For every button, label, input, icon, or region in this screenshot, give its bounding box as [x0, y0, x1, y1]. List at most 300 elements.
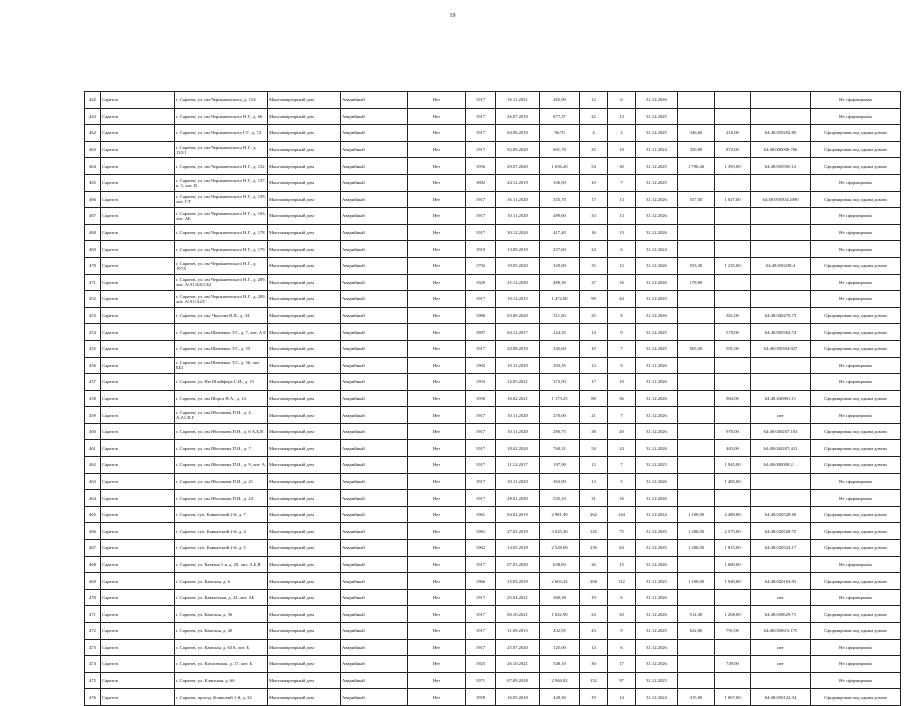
housing-register-table [84, 91, 901, 706]
residents-cell: 54 [580, 440, 608, 457]
planned-date-cell: 31.12.2026 [636, 208, 678, 225]
planned-date-cell: 31.12.2026 [636, 440, 678, 457]
condition-cell: Аварийный [341, 490, 408, 507]
apartments-cell: 17 [608, 656, 636, 673]
apartments-cell: 9 [608, 324, 636, 341]
apartments-cell: 7 [608, 407, 636, 424]
emergency-date-cell: 11.09.2015 [496, 623, 540, 640]
emergency-date-cell: 16.11.2021 [496, 92, 540, 109]
land-area-cell [715, 407, 751, 424]
program-inclusion-cell: Нет [408, 92, 466, 109]
emergency-date-cell: 07.03.2020 [496, 556, 540, 573]
apartments-cell: 8 [608, 307, 636, 324]
municipality-cell: Саратов [101, 208, 175, 225]
planned-date-cell: 31.12.2026 [636, 357, 678, 374]
land-area-cell [715, 291, 751, 308]
row-number-cell: 461 [85, 440, 101, 457]
planned-date-cell: 31.12.2026 [636, 374, 678, 391]
land-area-cell: 361,00 [715, 307, 751, 324]
apartments-cell: 2 [608, 125, 636, 142]
apartments-cell: 97 [608, 672, 636, 689]
municipality-cell: Саратов [101, 241, 175, 258]
program-inclusion-cell: Нет [408, 274, 466, 291]
build-year-cell: 1953 [466, 374, 496, 391]
municipality-cell: Саратов [101, 291, 175, 308]
land-plot-status-cell: Сформирован под одним домом [811, 540, 901, 557]
apartments-cell: 9 [608, 623, 636, 640]
area-value-cell [678, 407, 715, 424]
planned-date-cell: 31.12.2026 [636, 191, 678, 208]
row-number-cell: 462 [85, 457, 101, 474]
apartments-cell: 6 [608, 639, 636, 656]
area-cell: 3 025,30 [540, 523, 580, 540]
cadastral-number-cell: 64:48:000000:766 [751, 141, 811, 158]
row-number-cell: 476 [85, 689, 101, 706]
land-area-cell: 1 815,00 [715, 540, 751, 557]
planned-date-cell: 31.12.2026 [636, 656, 678, 673]
build-year-cell: 1917 [466, 92, 496, 109]
planned-date-cell: 31.12.2025 [636, 573, 678, 590]
row-number-cell: 468 [85, 224, 101, 241]
build-year-cell: 1917 [466, 291, 496, 308]
residents-cell: 88 [580, 390, 608, 407]
land-area-cell: 872,00 [715, 141, 751, 158]
municipality-cell: Саратов [101, 307, 175, 324]
emergency-date-cell: 25.04.2021 [496, 589, 540, 606]
building-type-cell: Многоквартирный дом [268, 573, 341, 590]
planned-date-cell: 31.12.2025 [636, 523, 678, 540]
area-value-cell [678, 457, 715, 474]
apartments-cell: 16 [608, 490, 636, 507]
program-inclusion-cell: Нет [408, 241, 466, 258]
municipality-cell: Саратов [101, 639, 175, 656]
municipality-cell: Саратов [101, 92, 175, 109]
program-inclusion-cell: Нет [408, 540, 466, 557]
apartments-cell: 75 [608, 523, 636, 540]
address-cell: г. Саратов, ул. им Шевченко Т.Г., д. 55 [175, 340, 268, 357]
row-number-cell: 475 [85, 672, 101, 689]
emergency-date-cell: 24.12.2019 [496, 174, 540, 191]
municipality-cell: Саратов [101, 689, 175, 706]
area-cell: 638,83 [540, 556, 580, 573]
municipality-cell: Саратов [101, 457, 175, 474]
land-area-cell [715, 108, 751, 125]
municipality-cell: Саратов [101, 224, 175, 241]
land-plot-status-cell: Не сформирован [811, 92, 901, 109]
planned-date-cell: 31.12.2025 [636, 623, 678, 640]
emergency-date-cell: 29.07.2020 [496, 158, 540, 175]
building-type-cell: Многоквартирный дом [268, 125, 341, 142]
building-type-cell: Многоквартирный дом [268, 490, 341, 507]
cadastral-number-cell: 64:48:040470:73 [751, 307, 811, 324]
address-cell: г. Саратов, ул. Камская, д. 40 [175, 623, 268, 640]
program-inclusion-cell: Нет [408, 324, 466, 341]
area-value-cell: 553,30 [678, 257, 715, 274]
emergency-date-cell: 16.11.2020 [496, 191, 540, 208]
address-cell: г. Саратов, ул. им Чернышевского, д. 154 [175, 92, 268, 109]
residents-cell: 19 [580, 589, 608, 606]
emergency-date-cell: 10.11.2020 [496, 473, 540, 490]
area-value-cell: 1 100,00 [678, 573, 715, 590]
apartments-cell: 13 [608, 108, 636, 125]
land-area-cell: 2 575,00 [715, 523, 751, 540]
table-row [85, 307, 901, 324]
residents-cell: 25 [580, 307, 608, 324]
cadastral-number-cell: 64:48:020524:17 [751, 540, 811, 557]
area-cell: 1 022,90 [540, 606, 580, 623]
area-value-cell [678, 390, 715, 407]
building-type-cell: Многоквартирный дом [268, 457, 341, 474]
land-area-cell: 2 480,00 [715, 506, 751, 523]
address-cell: г. Саратов, проезд. Клинский 1-й, д. 32 [175, 689, 268, 706]
cadastral-number-cell: нет [751, 639, 811, 656]
apartments-cell: 13 [608, 208, 636, 225]
emergency-date-cell: 28.01.2020 [496, 490, 540, 507]
emergency-date-cell: 02.09.2020 [496, 141, 540, 158]
area-value-cell [678, 291, 715, 308]
table-row [85, 324, 901, 341]
area-value-cell [678, 672, 715, 689]
residents-cell: 99 [580, 291, 608, 308]
residents-cell: 25 [580, 141, 608, 158]
land-plot-status-cell: Не сформирован [811, 656, 901, 673]
row-number-cell: 470 [85, 589, 101, 606]
emergency-date-cell: 11.12.2017 [496, 457, 540, 474]
row-number-cell: 466 [85, 191, 101, 208]
condition-cell: Аварийный [341, 656, 408, 673]
building-type-cell: Многоквартирный дом [268, 324, 341, 341]
planned-date-cell: 31.12.2026 [636, 589, 678, 606]
land-plot-status-cell: Сформирован под одним домом [811, 191, 901, 208]
land-plot-status-cell: Сформирован под одним домом [811, 390, 901, 407]
cadastral-number-cell: 64:48:050304:74 [751, 324, 811, 341]
condition-cell: Аварийный [341, 108, 408, 125]
program-inclusion-cell: Нет [408, 672, 466, 689]
build-year-cell: 1917 [466, 407, 496, 424]
emergency-date-cell: 25.12.2020 [496, 274, 540, 291]
planned-date-cell: 31.12.2025 [636, 672, 678, 689]
page-number: 19 [449, 13, 456, 19]
condition-cell: Аварийный [341, 473, 408, 490]
address-cell: г. Саратов, туп. Кавказский 2-й, д. 4 [175, 523, 268, 540]
building-type-cell: Многоквартирный дом [268, 307, 341, 324]
planned-date-cell: 31.12.2026 [636, 407, 678, 424]
condition-cell: Аварийный [341, 639, 408, 656]
area-value-cell [678, 241, 715, 258]
address-cell: г. Саратов, туп. Кавказский 2-й, д. 5 [175, 540, 268, 557]
area-value-cell: 1 200,00 [678, 540, 715, 557]
residents-cell: 19 [580, 689, 608, 706]
land-area-cell: 1 208,00 [715, 606, 751, 623]
table-row [85, 540, 901, 557]
cadastral-number-cell [751, 473, 811, 490]
build-year-cell: 1917 [466, 125, 496, 142]
land-plot-status-cell: Не сформирован [811, 490, 901, 507]
apartments-cell: 6 [608, 589, 636, 606]
land-plot-status-cell: Сформирован под одним домом [811, 457, 901, 474]
cadastral-number-cell: 64:48:050304:927 [751, 340, 811, 357]
land-plot-status-cell: Сформирован под одним домом [811, 573, 901, 590]
municipality-cell: Саратов [101, 108, 175, 125]
cadastral-number-cell: нет [751, 656, 811, 673]
build-year-cell: 1958 [466, 689, 496, 706]
emergency-date-cell: 10.11.2020 [496, 423, 540, 440]
area-value-cell [678, 589, 715, 606]
emergency-date-cell: 07.09.2018 [496, 672, 540, 689]
condition-cell: Аварийный [341, 556, 408, 573]
cadastral-number-cell [751, 291, 811, 308]
land-area-cell [715, 174, 751, 191]
cadastral-number-cell [751, 374, 811, 391]
condition-cell: Аварийный [341, 158, 408, 175]
cadastral-number-cell: 64:48:040801:11 [751, 390, 811, 407]
table-row [85, 523, 901, 540]
table-row [85, 672, 901, 689]
building-type-cell: Многоквартирный дом [268, 689, 341, 706]
condition-cell: Аварийный [341, 307, 408, 324]
row-number-cell: 453 [85, 307, 101, 324]
residents-cell: 12 [580, 92, 608, 109]
condition-cell: Аварийный [341, 506, 408, 523]
build-year-cell: 1925 [466, 656, 496, 673]
land-plot-status-cell: Сформирован под одним домом [811, 307, 901, 324]
apartments-cell: 20 [608, 606, 636, 623]
program-inclusion-cell: Нет [408, 357, 466, 374]
program-inclusion-cell: Нет [408, 174, 466, 191]
condition-cell: Аварийный [341, 623, 408, 640]
area-value-cell [678, 92, 715, 109]
condition-cell: Аварийный [341, 274, 408, 291]
emergency-date-cell: 15.03.2019 [496, 573, 540, 590]
building-type-cell: Многоквартирный дом [268, 390, 341, 407]
land-plot-status-cell: Сформирован под одним домом [811, 623, 901, 640]
program-inclusion-cell: Нет [408, 457, 466, 474]
municipality-cell: Саратов [101, 407, 175, 424]
table-row [85, 573, 901, 590]
land-area-cell: 1 485,00 [715, 473, 751, 490]
building-type-cell: Многоквартирный дом [268, 174, 341, 191]
build-year-cell: 1917 [466, 623, 496, 640]
condition-cell: Аварийный [341, 390, 408, 407]
planned-date-cell: 31.12.2025 [636, 324, 678, 341]
row-number-cell: 471 [85, 274, 101, 291]
table-row [85, 457, 901, 474]
municipality-cell: Саратов [101, 423, 175, 440]
apartments-cell: 144 [608, 506, 636, 523]
land-plot-status-cell: Не сформирован [811, 208, 901, 225]
condition-cell: Аварийный [341, 257, 408, 274]
build-year-cell: 1917 [466, 606, 496, 623]
building-type-cell: Многоквартирный дом [268, 672, 341, 689]
land-area-cell [715, 639, 751, 656]
building-type-cell: Многоквартирный дом [268, 506, 341, 523]
land-area-cell: 749,00 [715, 656, 751, 673]
apartments-cell: 5 [608, 473, 636, 490]
land-area-cell: 1 945,00 [715, 457, 751, 474]
row-number-cell: 460 [85, 423, 101, 440]
area-cell: 106,50 [540, 174, 580, 191]
table-row [85, 623, 901, 640]
row-number-cell: 463 [85, 473, 101, 490]
address-cell: г. Саратов, ул. Кавказская, д. 24, лит. АБ [175, 589, 268, 606]
land-plot-status-cell: Не сформирован [811, 224, 901, 241]
cadastral-number-cell: 64:48:050615:175 [751, 623, 811, 640]
land-plot-status-cell: Сформирован под одним домом [811, 440, 901, 457]
apartments-cell: 24 [608, 440, 636, 457]
condition-cell: Аварийный [341, 573, 408, 590]
land-area-cell: 1 940,00 [715, 573, 751, 590]
condition-cell: Аварийный [341, 340, 408, 357]
apartments-cell: 6 [608, 241, 636, 258]
land-plot-status-cell: Не сформирован [811, 672, 901, 689]
area-value-cell: 1 790,40 [678, 158, 715, 175]
planned-date-cell: 31.12.2024 [636, 241, 678, 258]
area-cell: 2 603,43 [540, 573, 580, 590]
area-cell: 363,90 [540, 473, 580, 490]
address-cell: г. Саратов, ул. им Яблочкова П.Н., д. 21 [175, 473, 268, 490]
address-cell: г. Саратов, ул. Клинская, д. 66 [175, 672, 268, 689]
condition-cell: Аварийный [341, 606, 408, 623]
apartments-cell: 12 [608, 257, 636, 274]
emergency-date-cell: 27.03.2019 [496, 523, 540, 540]
municipality-cell: Саратов [101, 257, 175, 274]
program-inclusion-cell: Нет [408, 573, 466, 590]
apartments-cell: 18 [608, 141, 636, 158]
area-cell: 691,70 [540, 141, 580, 158]
emergency-date-cell: 26.07.2019 [496, 108, 540, 125]
area-cell: 2 981,49 [540, 506, 580, 523]
cadastral-number-cell: 64:48:040207:413 [751, 440, 811, 457]
area-value-cell: 622,80 [678, 623, 715, 640]
row-number-cell: 471 [85, 606, 101, 623]
area-cell: 2 946,82 [540, 672, 580, 689]
planned-date-cell: 31.12.2025 [636, 540, 678, 557]
address-cell: г. Саратов, ул. им Чернышевского Г.Г., д. 72 [175, 125, 268, 142]
cadastral-number-cell [751, 357, 811, 374]
area-value-cell [678, 440, 715, 457]
condition-cell: Аварийный [341, 457, 408, 474]
planned-date-cell: 31.12.2026 [636, 257, 678, 274]
municipality-cell: Саратов [101, 556, 175, 573]
program-inclusion-cell: Нет [408, 141, 466, 158]
program-inclusion-cell: Нет [408, 108, 466, 125]
build-year-cell: 1961 [466, 523, 496, 540]
building-type-cell: Многоквартирный дом [268, 374, 341, 391]
row-number-cell: 457 [85, 374, 101, 391]
land-area-cell: 984,00 [715, 390, 751, 407]
condition-cell: Аварийный [341, 224, 408, 241]
area-cell: 360,38 [540, 589, 580, 606]
emergency-date-cell: 25.07.2020 [496, 639, 540, 656]
planned-date-cell: 31.12.2026 [636, 307, 678, 324]
building-type-cell: Многоквартирный дом [268, 257, 341, 274]
condition-cell: Аварийный [341, 589, 408, 606]
area-value-cell: 1 200,00 [678, 523, 715, 540]
planned-date-cell: 31.12.2025 [636, 108, 678, 125]
cadastral-number-cell: 64:48:050122:34 [751, 689, 811, 706]
residents-cell: 35 [580, 257, 608, 274]
row-number-cell: 467 [85, 208, 101, 225]
area-cell: 1 472,00 [540, 291, 580, 308]
build-year-cell: 1950 [466, 390, 496, 407]
build-year-cell: 1917 [466, 423, 496, 440]
cadastral-number-cell: нет [751, 407, 811, 424]
emergency-date-cell: 10.12.2015 [496, 291, 540, 308]
land-plot-status-cell: Не сформирован [811, 241, 901, 258]
planned-date-cell: 31.12.2026 [636, 274, 678, 291]
emergency-date-cell: 13.09.2019 [496, 241, 540, 258]
apartments-cell: 20 [608, 423, 636, 440]
row-number-cell: 464 [85, 490, 101, 507]
residents-cell: 24 [580, 241, 608, 258]
area-cell: 257,60 [540, 241, 580, 258]
land-area-cell: 1 395,00 [715, 158, 751, 175]
municipality-cell: Саратов [101, 324, 175, 341]
building-type-cell: Многоквартирный дом [268, 589, 341, 606]
program-inclusion-cell: Нет [408, 407, 466, 424]
building-type-cell: Многоквартирный дом [268, 340, 341, 357]
area-cell: 265,90 [540, 92, 580, 109]
cadastral-number-cell [751, 672, 811, 689]
land-plot-status-cell: Не сформирован [811, 556, 901, 573]
row-number-cell: 456 [85, 357, 101, 374]
address-cell: г. Саратов, ул. им Яблочкова П.Н., д. 4 А,А1,В,Г [175, 407, 268, 424]
land-plot-status-cell: Не сформирован [811, 374, 901, 391]
land-area-cell [715, 589, 751, 606]
residents-cell: 145 [580, 523, 608, 540]
program-inclusion-cell: Нет [408, 473, 466, 490]
land-plot-status-cell: Сформирован под одним домом [811, 324, 901, 341]
row-number-cell: 452 [85, 291, 101, 308]
land-area-cell [715, 274, 751, 291]
area-cell: 511,50 [540, 307, 580, 324]
area-cell: 355,70 [540, 191, 580, 208]
table-row [85, 141, 901, 158]
program-inclusion-cell: Нет [408, 208, 466, 225]
condition-cell: Аварийный [341, 208, 408, 225]
program-inclusion-cell: Нет [408, 224, 466, 241]
program-inclusion-cell: Нет [408, 689, 466, 706]
area-value-cell [678, 473, 715, 490]
emergency-date-cell: 16.05.2018 [496, 689, 540, 706]
municipality-cell: Саратов [101, 623, 175, 640]
residents-cell: 26 [580, 556, 608, 573]
address-cell: г. Саратов, ул. Камская, д. 6 [175, 573, 268, 590]
area-cell: 760,31 [540, 440, 580, 457]
planned-date-cell: 31.12.2026 [636, 224, 678, 241]
table-row [85, 390, 901, 407]
area-cell: 293,35 [540, 357, 580, 374]
apartments-cell: 7 [608, 457, 636, 474]
table-row [85, 374, 901, 391]
cadastral-number-cell [751, 556, 811, 573]
build-year-cell: 1902 [466, 357, 496, 374]
land-area-cell: 1 680,00 [715, 556, 751, 573]
table-row [85, 158, 901, 175]
address-cell: г. Саратов, ул. им Яблочкова П.Н., д. 9, лит. А [175, 457, 268, 474]
build-year-cell: 1956 [466, 158, 496, 175]
build-year-cell: 1917 [466, 589, 496, 606]
area-cell: 224,35 [540, 324, 580, 341]
residents-cell: 10 [580, 174, 608, 191]
program-inclusion-cell: Нет [408, 623, 466, 640]
condition-cell: Аварийный [341, 689, 408, 706]
residents-cell: 43 [580, 623, 608, 640]
table-row [85, 241, 901, 258]
area-cell: 535,33 [540, 490, 580, 507]
municipality-cell: Саратов [101, 672, 175, 689]
land-plot-status-cell: Сформирован под одним домом [811, 257, 901, 274]
